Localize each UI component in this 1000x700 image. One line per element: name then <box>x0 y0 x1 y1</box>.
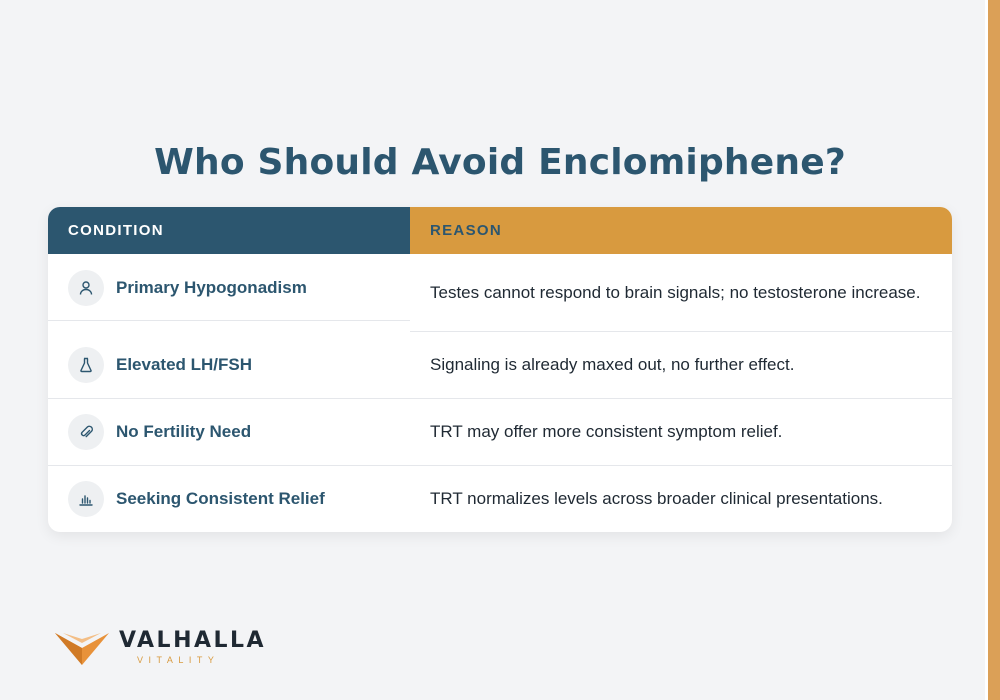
condition-cell <box>48 399 410 465</box>
table-row <box>48 399 952 465</box>
header-reason: REASON <box>410 207 952 254</box>
person-icon <box>68 270 104 306</box>
condition-label: Elevated LH/FSH <box>116 355 253 374</box>
reason-cell: TRT normalizes levels across broader clinical presentations. <box>430 489 883 508</box>
condition-cell <box>48 254 410 321</box>
page-title: Who Should Avoid Enclomiphene? <box>154 142 846 183</box>
condition-label: Primary Hypogonadism <box>116 277 307 297</box>
conditions-table <box>48 207 952 532</box>
flask-icon <box>68 347 104 383</box>
logo-name: VALHALLA <box>119 628 267 653</box>
condition-label: Seeking Consistent Relief <box>116 489 325 508</box>
valhalla-chevron-logo-icon <box>55 631 109 665</box>
reason-cell: Testes cannot respond to brain signals; no testosterone increase. <box>430 283 921 302</box>
logo-subtitle: VITALITY <box>137 655 220 665</box>
right-accent-stripe <box>988 0 1000 700</box>
table-row <box>48 332 952 398</box>
condition-label: No Fertility Need <box>116 422 252 441</box>
table-row <box>48 466 952 532</box>
condition-cell <box>48 466 410 532</box>
bar-chart-icon <box>68 481 104 517</box>
row-divider <box>48 320 410 321</box>
header-condition: CONDITION <box>48 207 410 254</box>
reason-cell: TRT may offer more consistent symptom relief. <box>430 422 783 441</box>
reason-cell: Signaling is already maxed out, no further effect. <box>430 355 795 374</box>
condition-cell <box>48 332 410 398</box>
table-header <box>48 207 952 254</box>
brand-logo <box>55 630 266 665</box>
paperclip-icon <box>68 414 104 450</box>
